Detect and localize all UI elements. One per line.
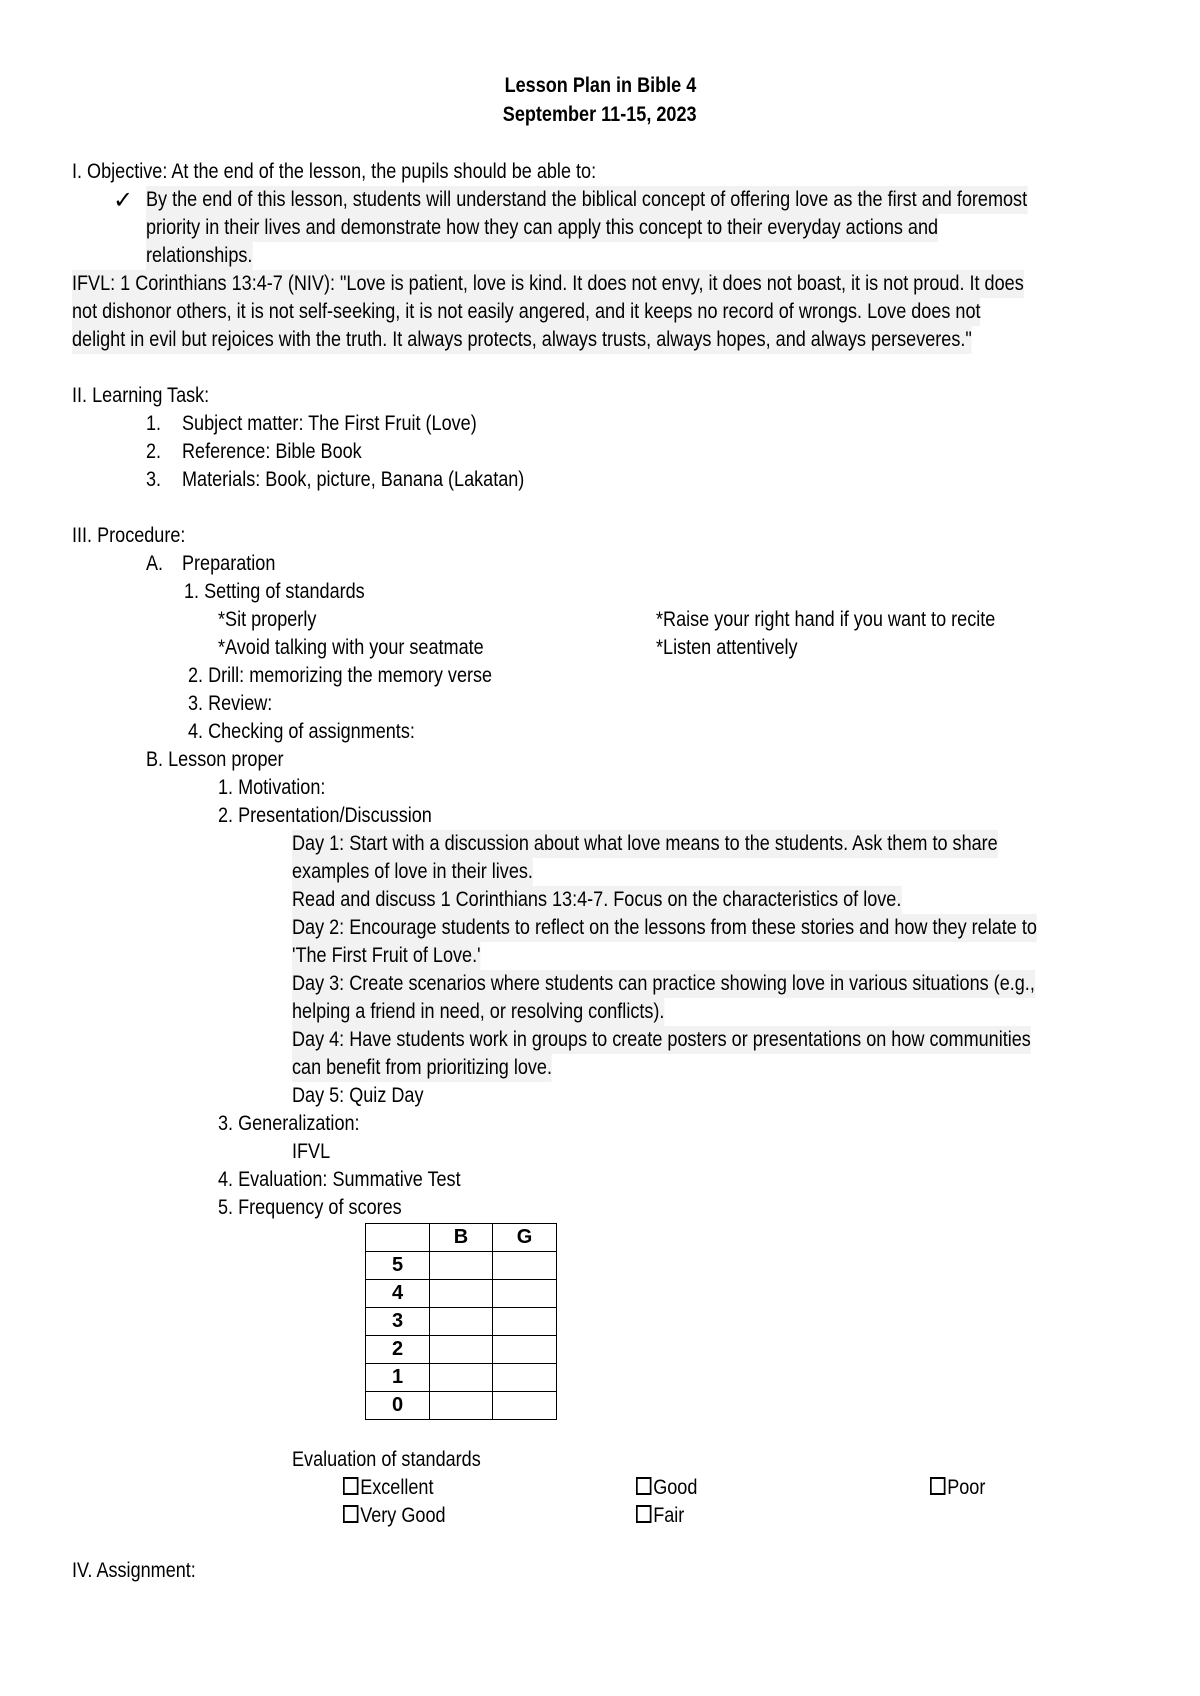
checkmark-icon: ✓: [113, 187, 134, 214]
checkbox-icon[interactable]: [636, 1505, 651, 1523]
rating-option-excellent[interactable]: Excellent: [343, 1474, 433, 1502]
checkbox-icon[interactable]: [930, 1477, 945, 1495]
document-date: September 11-15, 2023: [503, 103, 697, 126]
girls-cell: [493, 1336, 557, 1364]
standard-item: *Avoid talking with your seatmate: [218, 636, 484, 659]
checkbox-icon[interactable]: [343, 1477, 358, 1495]
girls-cell: [493, 1280, 557, 1308]
preparation-label: Preparation: [182, 552, 276, 575]
frequency-item: 5. Frequency of scores: [218, 1196, 402, 1219]
rating-option-fair[interactable]: Fair: [636, 1502, 684, 1530]
boys-cell: [430, 1280, 493, 1308]
evaluation-item: 4. Evaluation: Summative Test: [218, 1168, 461, 1191]
review-item: 3. Review:: [188, 692, 273, 715]
boys-cell: [430, 1252, 493, 1280]
table-row: [366, 1252, 557, 1280]
assignment-heading: IV. Assignment:: [72, 1559, 196, 1582]
score-cell: 4: [366, 1280, 430, 1308]
presentation-item: 2. Presentation/Discussion: [218, 804, 432, 827]
table-row: [366, 1364, 557, 1392]
objective-heading: I. Objective: At the end of the lesson, the pupils should be able to:: [72, 160, 597, 183]
motivation-item: 1. Motivation:: [218, 776, 326, 799]
table-header-cell: B: [430, 1224, 493, 1252]
drill-item: 2. Drill: memorizing the memory verse: [188, 664, 493, 687]
rating-option-very-good[interactable]: Very Good: [343, 1502, 446, 1530]
generalization-value: IFVL: [292, 1140, 331, 1163]
girls-cell: [493, 1252, 557, 1280]
preparation-letter: A.: [146, 552, 164, 575]
document-title: Lesson Plan in Bible 4: [504, 74, 696, 97]
day-line: Read and discuss 1 Corinthians 13:4-7. Focus on the characteristics of love.: [292, 886, 901, 914]
table-row: [366, 1308, 557, 1336]
frequency-table: [365, 1223, 557, 1420]
day-line: 'The First Fruit of Love.': [292, 942, 481, 970]
table-row: [366, 1280, 557, 1308]
ifvl-line: not dishonor others, it is not self-seeking, it is not easily angered, and it keeps no record of wrongs. Love does not: [72, 298, 981, 326]
lesson-proper-heading: B. Lesson proper: [146, 748, 284, 771]
score-cell: 3: [366, 1308, 430, 1336]
boys-cell: [430, 1364, 493, 1392]
girls-cell: [493, 1308, 557, 1336]
ifvl-line: delight in evil but rejoices with the truth. It always protects, always trusts, always hopes, and always perseveres.": [72, 326, 972, 354]
day-line: Day 5: Quiz Day: [292, 1084, 424, 1107]
learning-task-item: Materials: Book, picture, Banana (Lakatan): [182, 468, 525, 491]
checkbox-icon[interactable]: [343, 1505, 358, 1523]
day-line: Day 4: Have students work in groups to create posters or presentations on how communities: [292, 1026, 1031, 1054]
rating-option-good[interactable]: Good: [636, 1474, 697, 1502]
learning-task-number: 3.: [146, 468, 162, 491]
score-cell: 2: [366, 1336, 430, 1364]
score-cell: 1: [366, 1364, 430, 1392]
day-line: Day 1: Start with a discussion about what love means to the students. Ask them to share: [292, 830, 998, 858]
score-cell: 5: [366, 1252, 430, 1280]
table-header-cell: G: [493, 1224, 557, 1252]
standard-item: *Listen attentively: [656, 636, 798, 659]
objective-line: priority in their lives and demonstrate how they can apply this concept to their everyday actions and: [146, 214, 938, 242]
evaluation-standards-heading: Evaluation of standards: [292, 1448, 481, 1471]
boys-cell: [430, 1308, 493, 1336]
checking-item: 4. Checking of assignments:: [188, 720, 415, 743]
girls-cell: [493, 1392, 557, 1420]
standard-item: *Sit properly: [218, 608, 317, 631]
score-cell: 0: [366, 1392, 430, 1420]
learning-task-item: Subject matter: The First Fruit (Love): [182, 412, 477, 435]
ifvl-line: IFVL: 1 Corinthians 13:4-7 (NIV): "Love is patient, love is kind. It does not envy, it does not boast, it is not proud. It does: [72, 270, 1024, 298]
table-header-cell: [366, 1224, 430, 1252]
table-header-row: [366, 1224, 557, 1252]
day-line: can benefit from prioritizing love.: [292, 1054, 552, 1082]
procedure-heading: III. Procedure:: [72, 524, 186, 547]
girls-cell: [493, 1364, 557, 1392]
learning-task-number: 2.: [146, 440, 162, 463]
learning-task-heading: II. Learning Task:: [72, 384, 210, 407]
standard-item: *Raise your right hand if you want to recite: [656, 608, 996, 631]
boys-cell: [430, 1392, 493, 1420]
table-row: [366, 1392, 557, 1420]
boys-cell: [430, 1336, 493, 1364]
checkbox-icon[interactable]: [636, 1477, 651, 1495]
generalization-item: 3. Generalization:: [218, 1112, 360, 1135]
day-line: Day 2: Encourage students to reflect on the lessons from these stories and how they relate to: [292, 914, 1037, 942]
day-line: Day 3: Create scenarios where students can practice showing love in various situations (e.g.,: [292, 970, 1035, 998]
setting-of-standards: 1. Setting of standards: [184, 580, 365, 603]
table-row: [366, 1336, 557, 1364]
objective-line: By the end of this lesson, students will understand the biblical concept of offering love as the first and foremost: [146, 186, 1027, 214]
rating-option-poor[interactable]: Poor: [930, 1474, 985, 1502]
learning-task-item: Reference: Bible Book: [182, 440, 362, 463]
learning-task-number: 1.: [146, 412, 162, 435]
day-line: examples of love in their lives.: [292, 858, 533, 886]
objective-line: relationships.: [146, 242, 252, 270]
day-line: helping a friend in need, or resolving conflicts).: [292, 998, 664, 1026]
